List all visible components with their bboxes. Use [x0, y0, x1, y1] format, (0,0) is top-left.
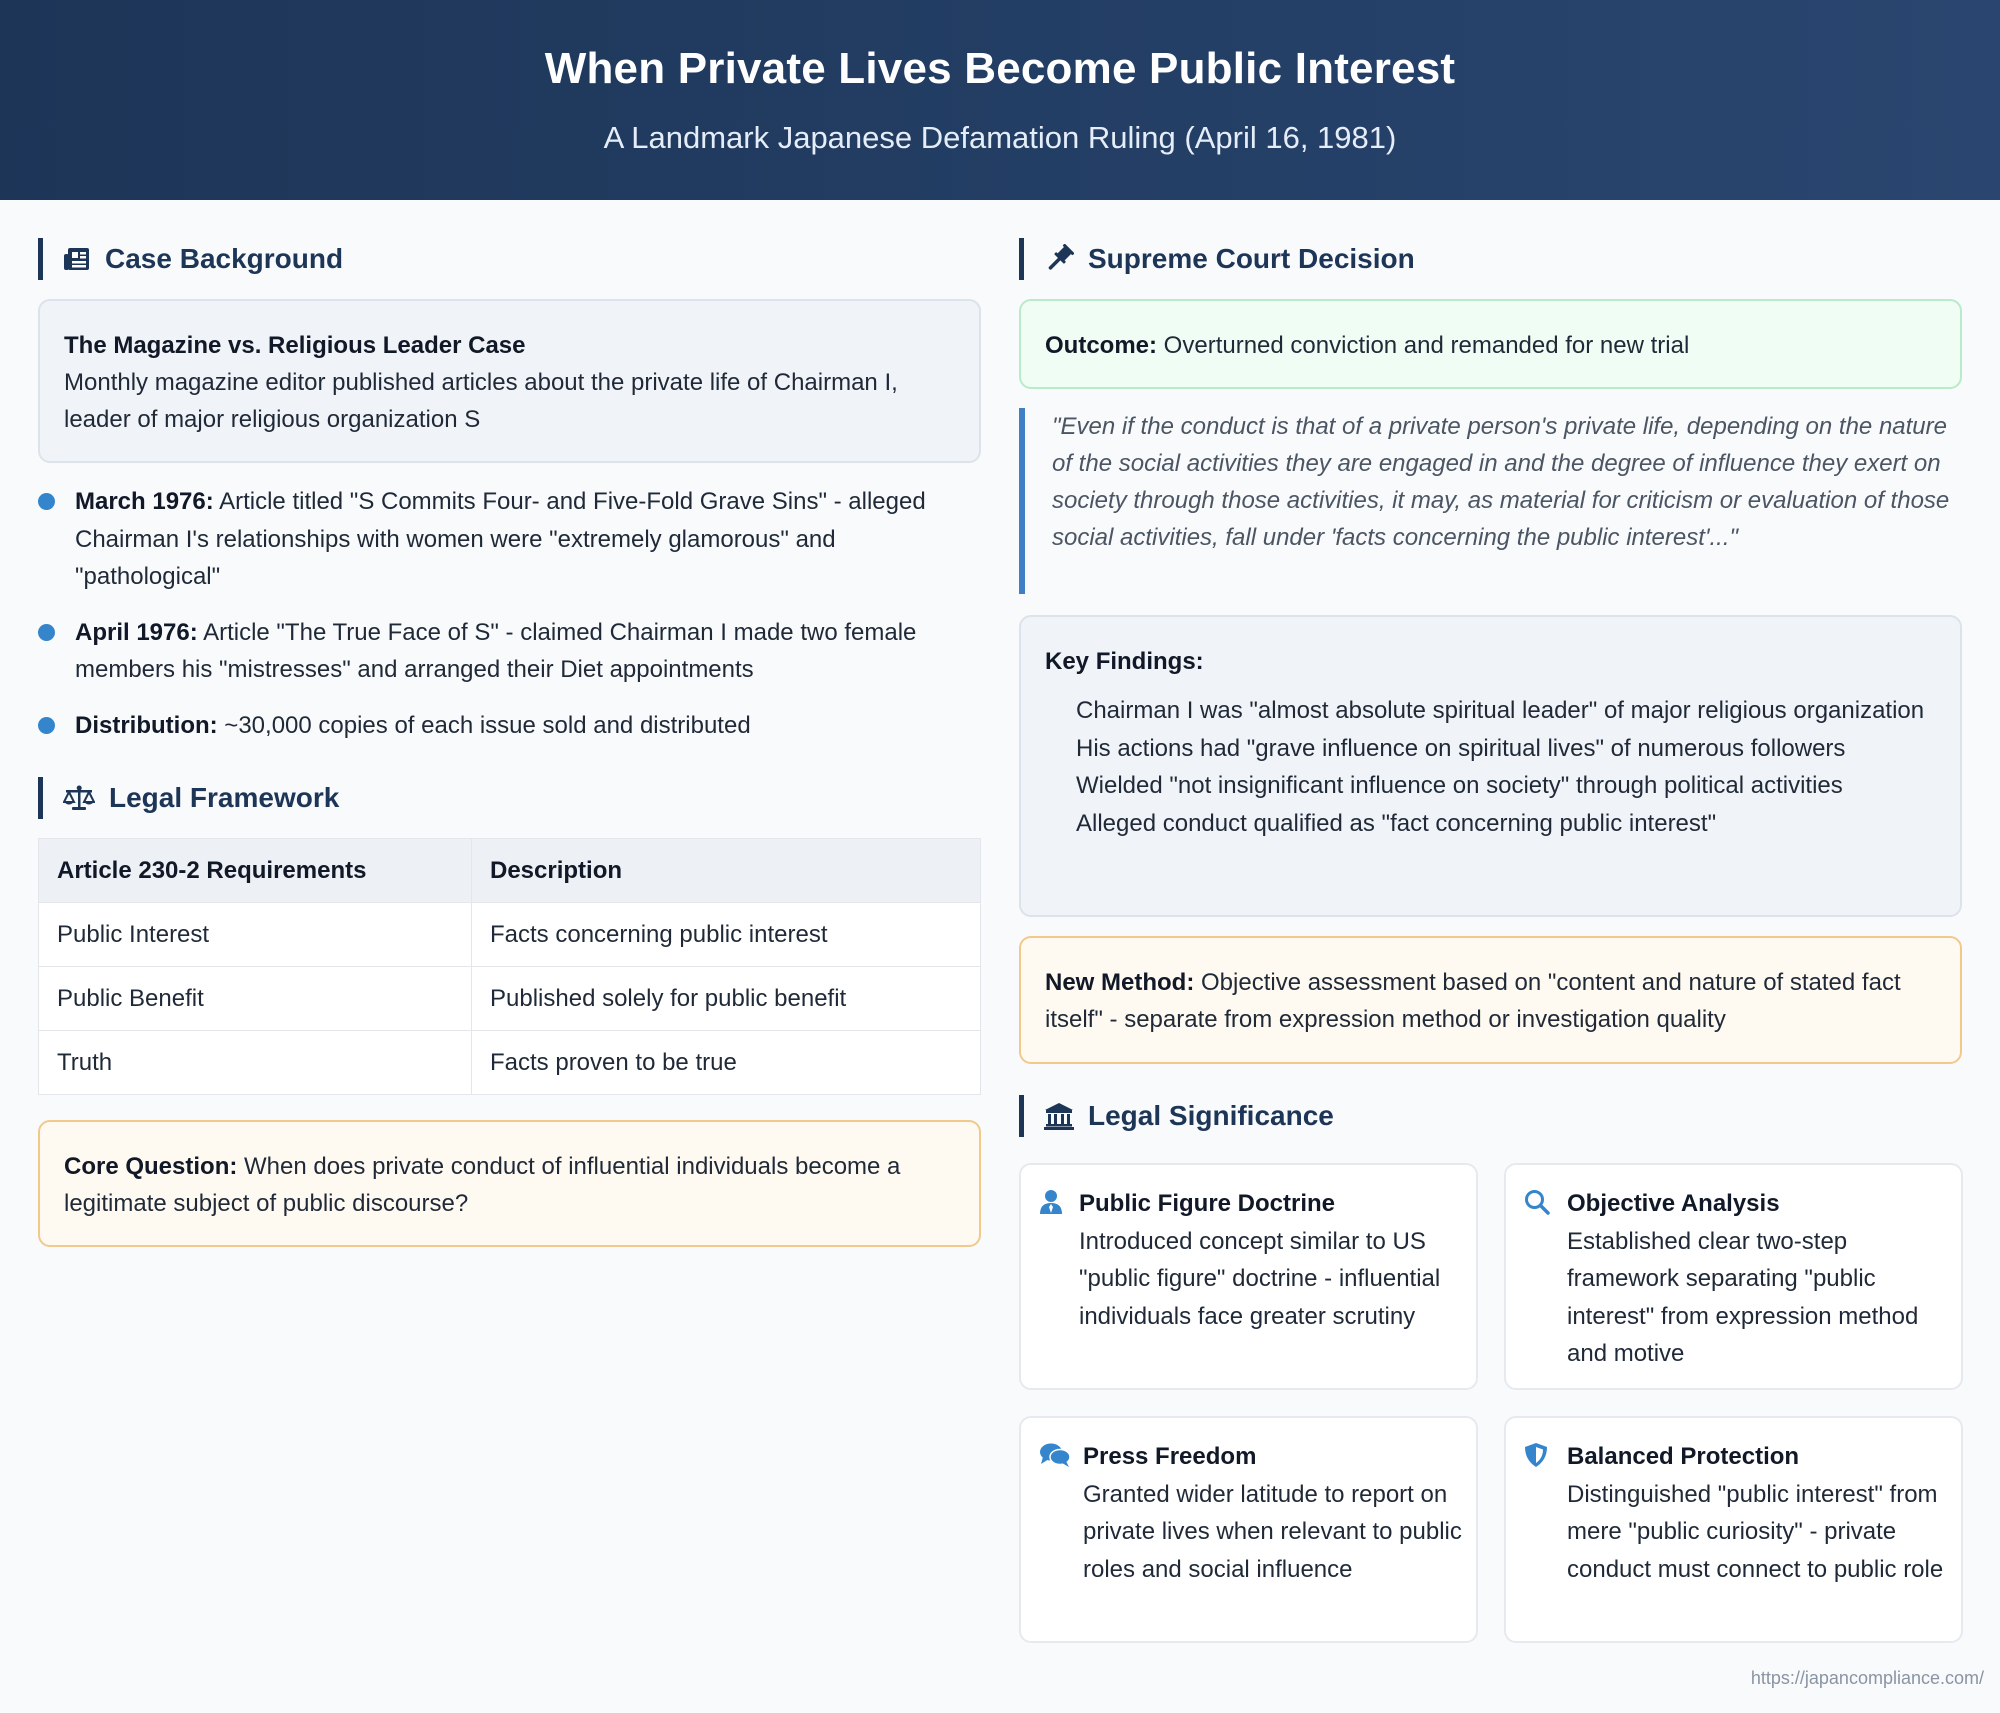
footer-url: https://japancompliance.com/ [1750, 1668, 1984, 1688]
table-cell: Facts concerning public interest [472, 903, 981, 967]
outcome-label: Outcome: [1045, 332, 1158, 359]
table-cell: Facts proven to be true [472, 1031, 981, 1095]
card-title: Public Figure Doctrine [1079, 1190, 1336, 1217]
outcome-text: Overturned conviction and remanded for new trial [1157, 332, 1690, 359]
table-header-cell: Article 230-2 Requirements [39, 839, 472, 903]
case-summary-text: Monthly magazine editor published articles about the private life of Chairman I, leader of major religious organization S [64, 369, 898, 433]
card-content [1079, 1185, 1462, 1335]
newspaper-icon [63, 246, 91, 272]
table-row [39, 903, 981, 967]
table-row [39, 967, 981, 1031]
core-question-box [38, 1120, 981, 1247]
bullet-dot [38, 624, 55, 641]
table-cell: Truth [39, 1031, 472, 1095]
outcome-box [1019, 299, 1962, 389]
user-tie-icon [1039, 1189, 1063, 1215]
list-item: Wielded "not insignificant influence on society" through political activities [1076, 772, 1843, 799]
case-summary-box [38, 299, 981, 463]
page-subtitle: A Landmark Japanese Defamation Ruling (April 16, 1981) [603, 120, 1397, 155]
table-header-cell: Description [472, 839, 981, 903]
list-item [38, 707, 981, 745]
court-quote: "Even if the conduct is that of a private person's private life, depending on the nature of the social activities they are engaged in and the degree of influence they exert on society through those activities, it may, as material for criticism or evaluation of those social activities, fall under 'facts concerning the public interest'..." [1019, 408, 1962, 594]
table-cell: Public Benefit [39, 967, 472, 1031]
significance-card [1504, 1163, 1963, 1390]
core-question-label: Core Question: [64, 1153, 238, 1180]
landmark-icon [1044, 1102, 1074, 1130]
new-method-label: New Method: [1045, 969, 1195, 996]
table-cell: Public Interest [39, 903, 472, 967]
bullet-text: Article "The True Face of S" - claimed Chairman I made two female members his "mistresses" and arranged their Diet appointments [75, 618, 917, 683]
bullet-text: ~30,000 copies of each issue sold and distributed [217, 711, 751, 739]
requirements-table [38, 838, 981, 1095]
list-item: His actions had "grave influence on spiritual lives" of numerous followers [1076, 734, 1846, 762]
list-item [38, 483, 981, 596]
card-content [1567, 1185, 1947, 1373]
gavel-icon [1044, 244, 1074, 274]
section-title-text: Legal Framework [109, 782, 340, 813]
card-text: Introduced concept similar to US "public figure" doctrine - influential individuals face greater scrutiny [1079, 1227, 1441, 1330]
significance-card [1019, 1416, 1478, 1643]
key-findings-box [1019, 615, 1962, 917]
significance-card [1019, 1163, 1478, 1390]
card-text: Distinguished "public interest" from mere "public curiosity" - private conduct must connect to public role [1567, 1480, 1944, 1583]
shield-icon [1524, 1442, 1548, 1468]
section-supreme-court-decision [1019, 238, 1415, 280]
significance-card [1504, 1416, 1963, 1643]
section-title-text: Supreme Court Decision [1088, 243, 1415, 274]
scale-icon [63, 784, 95, 812]
bullet-label: April 1976: [75, 618, 198, 646]
key-findings-title: Key Findings: [1045, 648, 1204, 675]
bullet-dot [38, 717, 55, 734]
new-method-box [1019, 936, 1962, 1064]
section-legal-framework [38, 777, 339, 819]
card-text: Granted wider latitude to report on private lives when relevant to public roles and social influence [1083, 1480, 1462, 1583]
card-title: Press Freedom [1083, 1443, 1257, 1470]
background-bullets [38, 483, 981, 762]
page-header [0, 0, 2000, 200]
section-title-text: Case Background [105, 243, 344, 274]
table-header-row [39, 839, 981, 903]
card-content [1083, 1438, 1462, 1588]
table-cell: Published solely for public benefit [472, 967, 981, 1031]
bullet-label: Distribution: [75, 711, 218, 739]
page-title: When Private Lives Become Public Interest [544, 44, 1456, 93]
bullet-dot [38, 493, 55, 510]
bullet-label: March 1976: [75, 488, 214, 515]
search-icon [1524, 1189, 1550, 1215]
card-title: Balanced Protection [1567, 1443, 1800, 1470]
card-content [1567, 1438, 1947, 1588]
bullet-text: Article titled "S Commits Four- and Five-Fold Grave Sins" - alleged Chairman I's relationships with women were "extremely glamorous" and "pathological" [75, 488, 926, 590]
list-item [38, 614, 981, 689]
comments-icon [1039, 1442, 1071, 1468]
key-findings-list [1045, 692, 1936, 842]
card-text: Established clear two-step framework separating "public interest" from expression method and motive [1567, 1227, 1919, 1367]
new-method-text: Objective assessment based on "content and nature of stated fact itself" - separate from expression method or investigation quality [1045, 969, 1901, 1033]
list-item: Chairman I was "almost absolute spiritual leader" of major religious organization [1076, 697, 1925, 724]
section-legal-significance [1019, 1095, 1334, 1137]
table-row [39, 1031, 981, 1095]
section-case-background [38, 238, 343, 280]
case-summary-title: The Magazine vs. Religious Leader Case [64, 332, 526, 359]
card-title: Objective Analysis [1567, 1190, 1780, 1217]
core-question-text: When does private conduct of influential individuals become a legitimate subject of public discourse? [64, 1153, 901, 1217]
list-item: Alleged conduct qualified as "fact concerning public interest" [1076, 809, 1717, 837]
section-title-text: Legal Significance [1088, 1100, 1334, 1131]
